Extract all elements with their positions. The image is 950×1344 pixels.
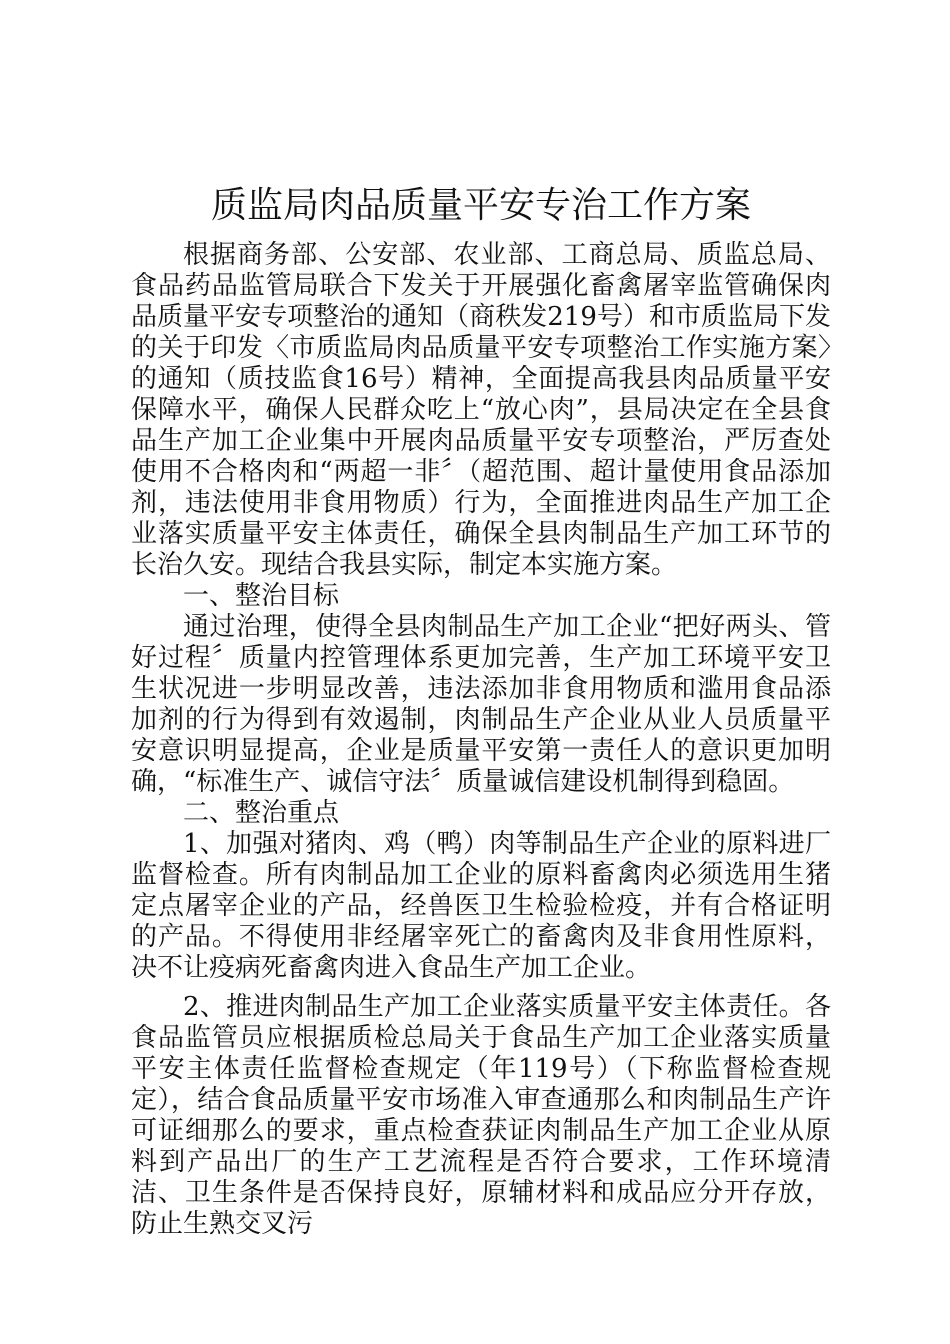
goals-paragraph: 通过治理，使得全县肉制品生产加工企业“把好两头、管好过程〞质量内控管理体系更加完善，生产加工环境平安卫生状况进一步明显改善，违法添加非食用物质和滥用食品添加剂的行为得到有效遏制，肉制品生产企业从业人员质量平安意识明显提高，企业是质量平安第一责任人的意识更加明确，“标准生产、诚信守法〞质量诚信建设机制得到稳固。 xyxy=(131,612,831,797)
section-heading-goals: 一、整治目标 xyxy=(183,581,340,611)
document-title: 质监局肉品质量平安专治工作方案 xyxy=(210,185,751,226)
focus-item-1: 1、加强对猪肉、鸡（鸭）肉等制品生产企业的原料进厂监督检查。所有肉制品加工企业的原料畜禽肉必须选用生猪定点屠宰企业的产品，经兽医卫生检验检疫，并有合格证明的产品。不得使用非经屠宰死亡的畜禽肉及非食用性原料，决不让疫病死畜禽肉进入食品生产加工企业。 xyxy=(131,829,831,983)
section-heading-focus: 二、整治重点 xyxy=(183,798,340,828)
document-page xyxy=(131,178,831,1240)
focus-item-2: 2、推进肉制品生产加工企业落实质量平安主体责任。各食品监管员应根据质检总局关于食品生产加工企业落实质量平安主体责任监督检查规定（年119号）（下称监督检查规定），结合食品质量平安市场准入审查通那么和肉制品生产许可证细那么的要求，重点检查获证肉制品生产加工企业从原料到产品出厂的生产工艺流程是否符合要求，工作环境清洁、卫生条件是否保持良好，原辅材料和成品应分开存放，防止生熟交叉污 xyxy=(131,992,831,1239)
intro-paragraph: 根据商务部、公安部、农业部、工商总局、质监总局、食品药品监管局联合下发关于开展强化畜禽屠宰监管确保肉品质量平安专项整治的通知（商秩发219号）和市质监局下发的关于印发〈市质监局肉品质量平安专项整治工作实施方案〉的通知（质技监食16号）精神，全面提高我县肉品质量平安保障水平，确保人民群众吃上“放心肉”，县局决定在全县食品生产加工企业集中开展肉品质量平安专项整治，严厉查处使用不合格肉和“两超一非〞（超范围、超计量使用食品添加剂，违法使用非食用物质）行为，全面推进肉品生产加工企业落实质量平安主体责任，确保全县肉制品生产加工环节的长治久安。现结合我县实际，制定本实施方案。 xyxy=(131,240,831,580)
